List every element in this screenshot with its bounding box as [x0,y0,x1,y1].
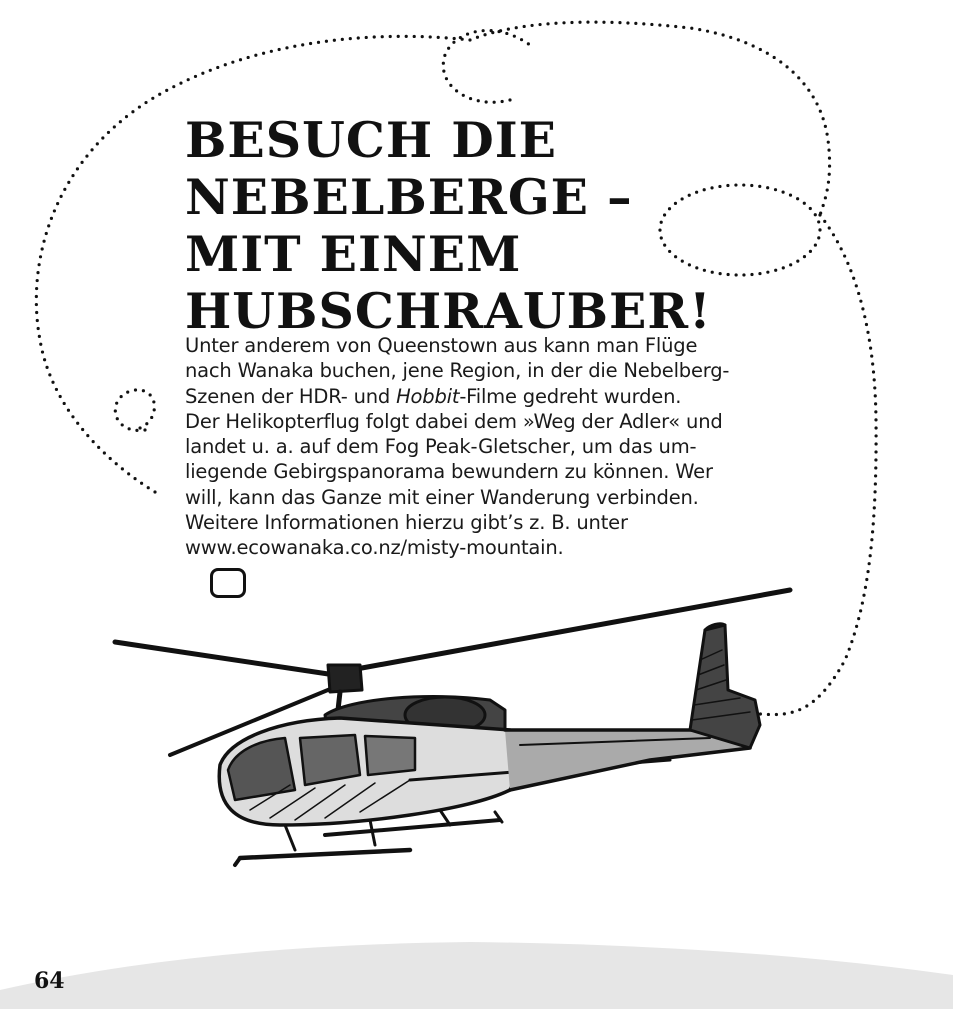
heading-line: BESUCH DIE [185,111,557,169]
body-line: will, kann das Ganze mit einer Wanderung verbinden. [185,485,699,509]
article-body [185,333,825,561]
body-line: landet u. a. auf dem Fog Peak-Gletscher, um das um- [185,435,697,459]
heading-line: HUBSCHRAUBER! [185,282,712,340]
body-line: nach Wanaka buchen, jene Region, in der die Nebelberg- [185,359,730,383]
heading-line: NEBELBERGE – [185,168,633,226]
heading-line: MIT EINEM [185,225,522,283]
body-line: Szenen der HDR- und Hobbit-Filme gedreht wurden. [185,384,682,408]
body-line: liegende Gebirgspanorama bewundern zu können. Wer [185,460,713,484]
film-title: Hobbit [396,384,460,408]
page-heading [185,112,745,340]
body-line: Weitere Informationen hierzu gibt’s z. B. unter [185,511,628,535]
body-line: Der Helikopterflug folgt dabei dem »Weg der Adler« und [185,409,723,433]
body-line: Unter anderem von Queenstown aus kann man Flüge [185,334,698,357]
page-number: 64 [34,968,65,994]
footer-band [0,942,953,1009]
helicopter-sketch-icon [110,580,800,880]
body-line: www.ecowanaka.co.nz/misty-mountain. [185,536,564,560]
